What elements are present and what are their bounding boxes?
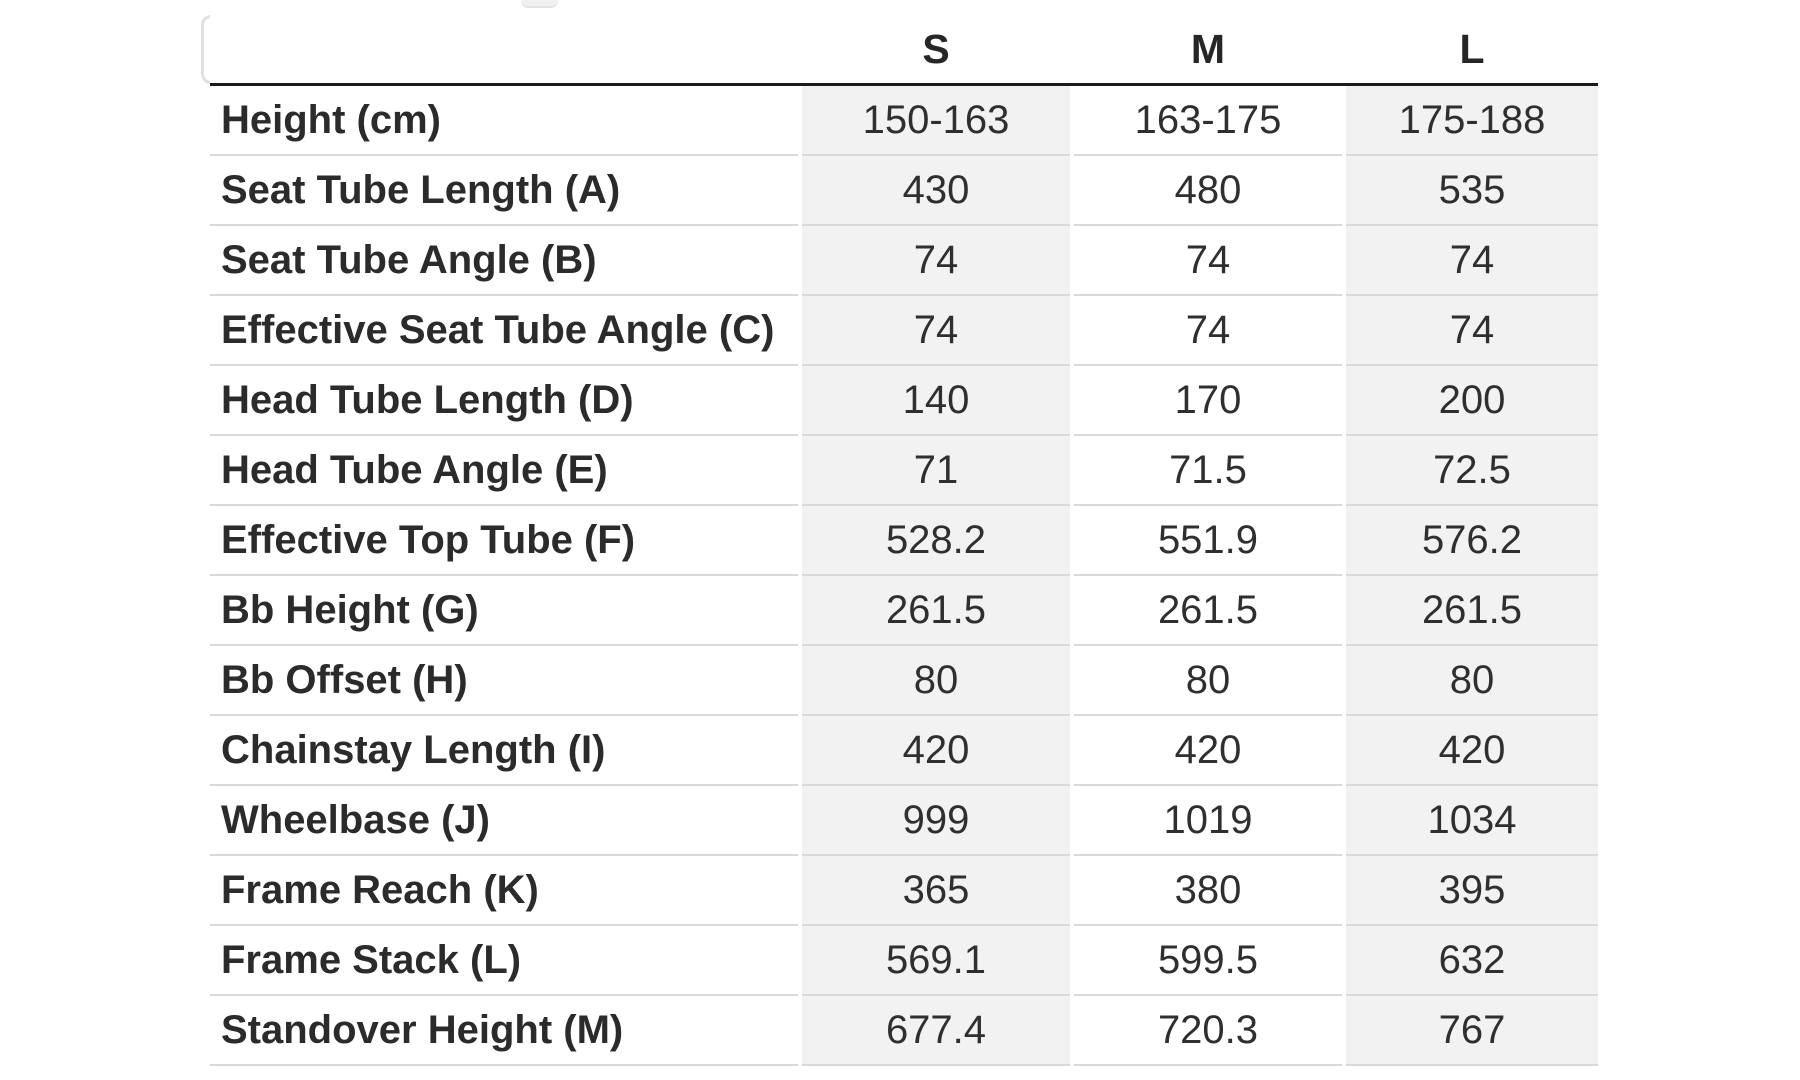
cell-chainstay-length-m: 420: [1074, 716, 1342, 786]
cell-wheelbase-s: 999: [802, 786, 1070, 856]
row-label-effective-seat-tube-angle: Effective Seat Tube Angle (C): [210, 296, 798, 366]
cell-effective-seat-tube-angle-m: 74: [1074, 296, 1342, 366]
cell-frame-reach-l: 395: [1346, 856, 1598, 926]
cell-seat-tube-angle-m: 74: [1074, 226, 1342, 296]
cell-frame-stack-s: 569.1: [802, 926, 1070, 996]
geometry-grid: [210, 15, 1598, 1066]
cell-effective-seat-tube-angle-l: 74: [1346, 296, 1598, 366]
row-label-chainstay-length: Chainstay Length (I): [210, 716, 798, 786]
cell-head-tube-angle-s: 71: [802, 436, 1070, 506]
cell-frame-stack-m: 599.5: [1074, 926, 1342, 996]
cell-effective-top-tube-s: 528.2: [802, 506, 1070, 576]
cell-bb-offset-m: 80: [1074, 646, 1342, 716]
cell-wheelbase-m: 1019: [1074, 786, 1342, 856]
cell-head-tube-length-l: 200: [1346, 366, 1598, 436]
cell-bb-height-m: 261.5: [1074, 576, 1342, 646]
cell-bb-height-s: 261.5: [802, 576, 1070, 646]
cell-head-tube-angle-m: 71.5: [1074, 436, 1342, 506]
column-header-m: M: [1074, 15, 1342, 83]
cell-seat-tube-length-s: 430: [802, 156, 1070, 226]
cell-frame-stack-l: 632: [1346, 926, 1598, 996]
row-label-head-tube-length: Head Tube Length (D): [210, 366, 798, 436]
cell-height-m: 163-175: [1074, 86, 1342, 156]
cell-bb-height-l: 261.5: [1346, 576, 1598, 646]
row-label-wheelbase: Wheelbase (J): [210, 786, 798, 856]
cell-bb-offset-l: 80: [1346, 646, 1598, 716]
cell-chainstay-length-s: 420: [802, 716, 1070, 786]
cell-effective-top-tube-m: 551.9: [1074, 506, 1342, 576]
row-label-frame-stack: Frame Stack (L): [210, 926, 798, 996]
cell-standover-height-m: 720.3: [1074, 996, 1342, 1066]
row-label-head-tube-angle: Head Tube Angle (E): [210, 436, 798, 506]
cell-head-tube-length-s: 140: [802, 366, 1070, 436]
cell-standover-height-l: 767: [1346, 996, 1598, 1066]
geometry-table: [210, 15, 1598, 1066]
cell-seat-tube-length-l: 535: [1346, 156, 1598, 226]
cell-seat-tube-angle-l: 74: [1346, 226, 1598, 296]
cell-effective-seat-tube-angle-s: 74: [802, 296, 1070, 366]
cutoff-element-artifact: [521, 0, 558, 8]
cell-frame-reach-m: 380: [1074, 856, 1342, 926]
row-label-effective-top-tube: Effective Top Tube (F): [210, 506, 798, 576]
cell-frame-reach-s: 365: [802, 856, 1070, 926]
row-label-bb-height: Bb Height (G): [210, 576, 798, 646]
row-label-standover-height: Standover Height (M): [210, 996, 798, 1066]
cell-head-tube-length-m: 170: [1074, 366, 1342, 436]
cell-chainstay-length-l: 420: [1346, 716, 1598, 786]
column-header-s: S: [802, 15, 1070, 83]
cell-wheelbase-l: 1034: [1346, 786, 1598, 856]
column-header-l: L: [1346, 15, 1598, 83]
cell-seat-tube-angle-s: 74: [802, 226, 1070, 296]
header-corner-cell: [210, 15, 798, 83]
row-label-bb-offset: Bb Offset (H): [210, 646, 798, 716]
row-label-seat-tube-length: Seat Tube Length (A): [210, 156, 798, 226]
cell-bb-offset-s: 80: [802, 646, 1070, 716]
cell-effective-top-tube-l: 576.2: [1346, 506, 1598, 576]
row-label-seat-tube-angle: Seat Tube Angle (B): [210, 226, 798, 296]
cell-standover-height-s: 677.4: [802, 996, 1070, 1066]
cell-head-tube-angle-l: 72.5: [1346, 436, 1598, 506]
cell-height-s: 150-163: [802, 86, 1070, 156]
cell-seat-tube-length-m: 480: [1074, 156, 1342, 226]
cell-height-l: 175-188: [1346, 86, 1598, 156]
row-label-frame-reach: Frame Reach (K): [210, 856, 798, 926]
row-label-height: Height (cm): [210, 86, 798, 156]
